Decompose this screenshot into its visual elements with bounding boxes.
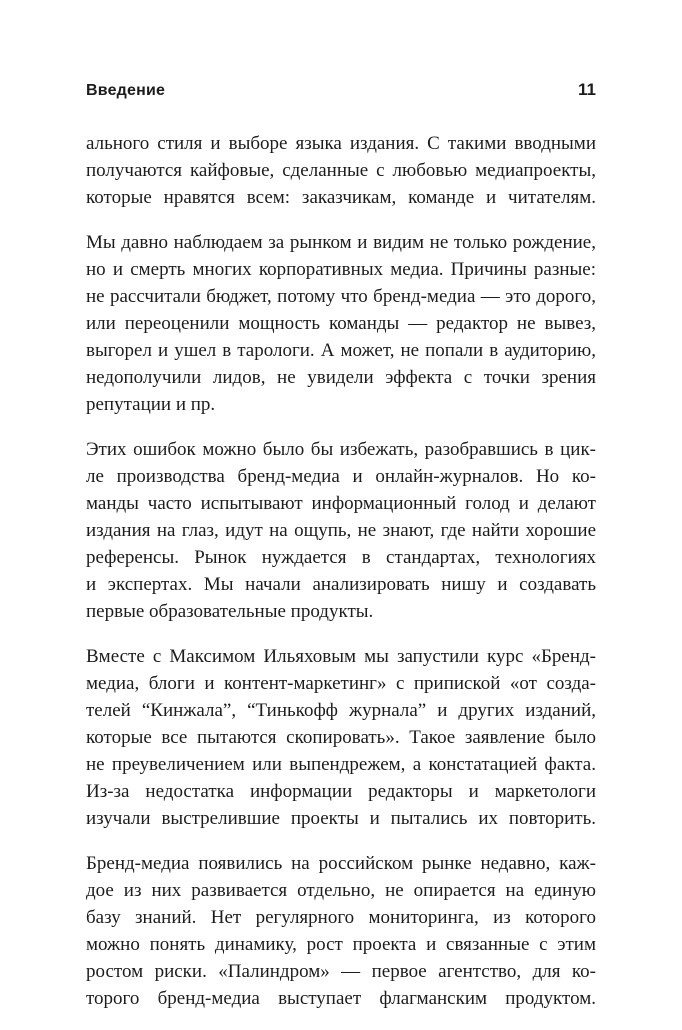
- body-text: [86, 130, 596, 1030]
- text-line: получаются кайфовые, сделанные с любовью медиапроекты,: [86, 160, 596, 181]
- paragraph: [86, 850, 596, 1012]
- text-line: торого бренд-медиа выступает флагманским продуктом.: [86, 988, 596, 1009]
- text-line: референсы. Рынок нуждается в стандартах, технологиях: [86, 547, 596, 568]
- text-line: которые нравятся всем: заказчикам, команде и читателям.: [86, 187, 596, 208]
- text-line: не рассчитали бюджет, потому что бренд-медиа — это дорого,: [86, 286, 596, 307]
- text-line: манды часто испытывают информационный голод и делают: [86, 493, 596, 514]
- paragraph: [86, 643, 596, 832]
- text-line: но и смерть многих корпоративных медиа. Причины разные:: [86, 259, 596, 280]
- text-line: Бренд-медиа появились на российском рынке недавно, каж-: [86, 853, 596, 874]
- text-line: ростом риски. «Палиндром» — первое агентство, для ко-: [86, 961, 596, 982]
- chapter-title: Введение: [86, 82, 166, 99]
- text-line: Из-за недостатка информации редакторы и маркетологи: [86, 781, 596, 802]
- paragraph: [86, 229, 596, 418]
- paragraph: [86, 130, 596, 211]
- text-line: недополучили лидов, не увидели эффекта с точки зрения: [86, 367, 596, 388]
- text-line: можно понять динамику, рост проекта и связанные с этим: [86, 934, 596, 955]
- text-line: и экспертах. Мы начали анализировать нишу и создавать: [86, 574, 596, 595]
- text-line: выгорел и ушел в тарологи. А может, не попали в аудиторию,: [86, 340, 596, 361]
- text-line: ального стиля и выборе языка издания. С такими вводными: [86, 133, 596, 154]
- text-line: ле производства бренд-медиа и онлайн-журналов. Но ко-: [86, 466, 596, 487]
- text-line: первые образовательные продукты.: [86, 601, 374, 622]
- text-line: медиа, блоги и контент-маркетинг» с припиской «от созда-: [86, 673, 596, 694]
- text-line: не преувеличением или выпендрежем, а констатацией факта.: [86, 754, 596, 775]
- text-line: Вместе с Максимом Ильяховым мы запустили курс «Бренд-: [86, 646, 596, 667]
- text-line: изучали выстрелившие проекты и пытались их повторить.: [86, 808, 596, 829]
- paragraph: [86, 436, 596, 625]
- text-line: издания на глаз, идут на ощупь, не знают, где найти хорошие: [86, 520, 596, 541]
- text-line: базу знаний. Нет регулярного мониторинга, из которого: [86, 907, 596, 928]
- text-line: телей “Кинжала”, “Тинькофф журнала” и других изданий,: [86, 700, 596, 721]
- text-line: дое из них развивается отдельно, не опирается на единую: [86, 880, 596, 901]
- running-head: [86, 82, 596, 104]
- page-number: 11: [578, 80, 596, 99]
- text-line: репутации и пр.: [86, 394, 216, 415]
- text-line: которые все пытаются скопировать». Такое заявление было: [86, 727, 596, 748]
- text-line: Мы давно наблюдаем за рынком и видим не только рождение,: [86, 232, 596, 253]
- text-line: или переоценили мощность команды — редактор не вывез,: [86, 313, 596, 334]
- text-line: Этих ошибок можно было бы избежать, разобравшись в цик-: [86, 439, 596, 460]
